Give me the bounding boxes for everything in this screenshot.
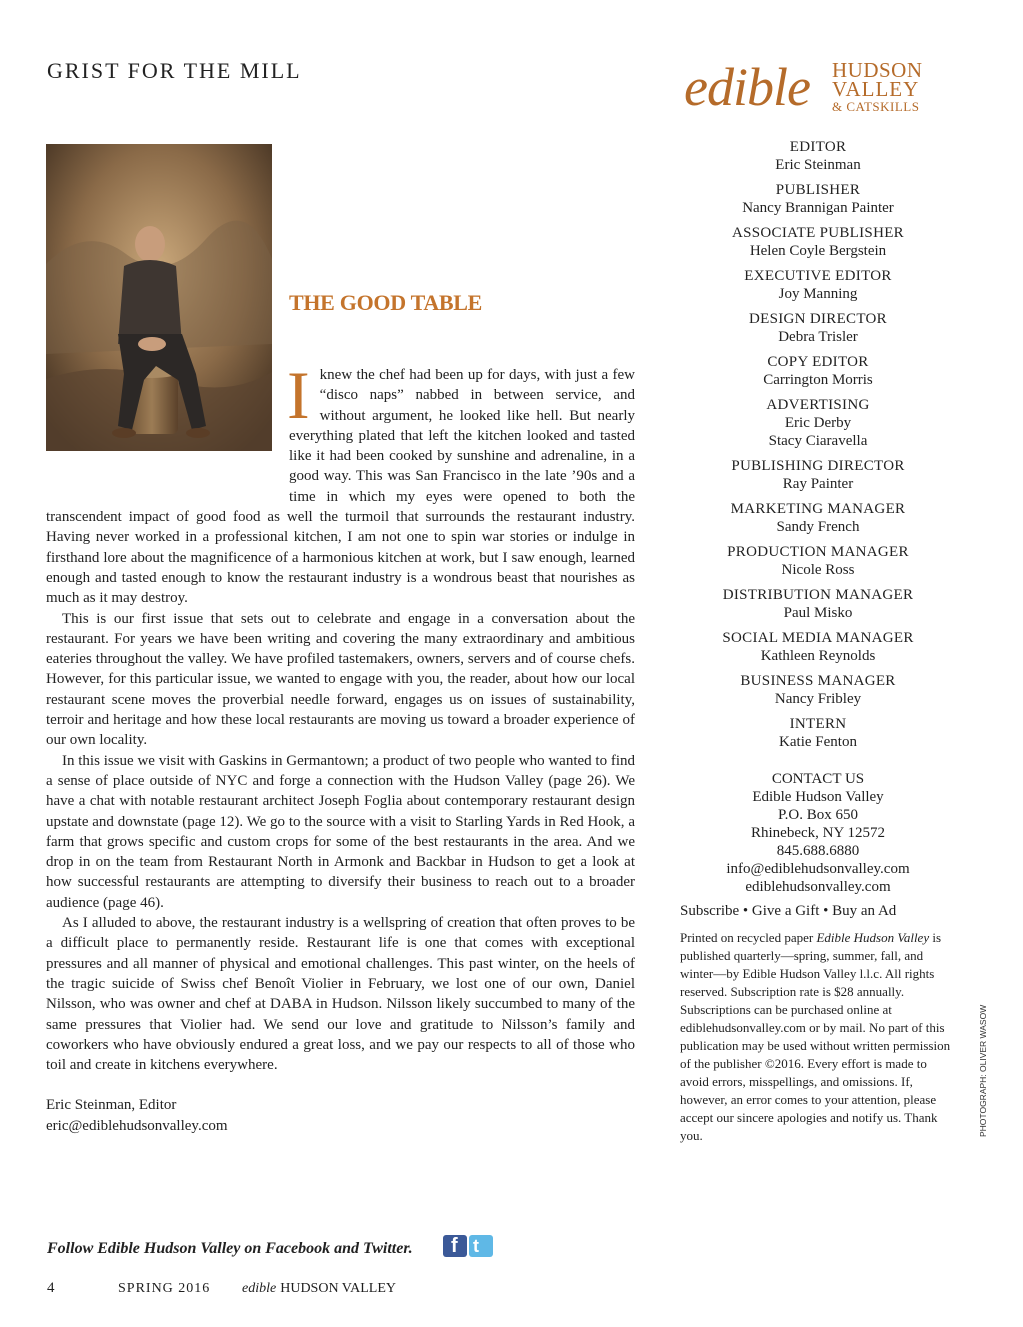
masthead-name: Paul Misko (783, 605, 853, 621)
logo-line-valley: VALLEY (832, 77, 920, 101)
masthead-name: Helen Coyle Bergstein (749, 243, 887, 259)
social-follow-text: Follow Edible Hudson Valley on Facebook and Twitter. (47, 1240, 413, 1257)
paragraph-1: knew the chef had been up for days, with just a few “disco naps” nabbed in between service, and without argument, he looked like hell. But nearly everything plated that left the kitchen looked and tasted like it had been cooked by sunshine and adrenaline, in a good way. This was San Francisco in the late ’90s and a time in which my eyes were opened to both the transcendent impact of good food as well the turmoil that surrounds the restaurant industry. Having never worked in a professional kitchen, I am not one to spin war stories or indulge in firsthand lore about the magnificence of a harmonious kitchen at work, but I saw enough, learned enough and tasted enough to know the restaurant industry is a wondrous beast that nourishes as much as it may destroy. (46, 367, 635, 607)
masthead-name: Debra Trisler (778, 329, 858, 345)
facebook-icon[interactable] (443, 1235, 467, 1257)
masthead-entry (700, 224, 936, 260)
masthead-role: COPY EDITOR (767, 354, 869, 370)
contact-email[interactable]: info@ediblehudsonvalley.com (726, 861, 910, 877)
masthead-name: Sandy French (776, 519, 860, 535)
signature: Eric Steinman, Editor (46, 1097, 177, 1114)
masthead-role: EXECUTIVE EDITOR (744, 268, 892, 284)
contact-line: P.O. Box 650 (777, 807, 859, 823)
edible-hudson-valley-logo (684, 56, 934, 118)
masthead-name: Carrington Morris (763, 372, 873, 388)
paragraph-3: In this issue we visit with Gaskins in Germantown; a product of two people who wanted to find a sense of place outside of NYC and forge a connection with the Hudson Valley (page 26). We have a chat with notable restaurant architect Joseph Foglia about contemporary restaurant design upstate and downstate (page 12). We go to the source with a visit to Starling Yards in Red Hook, a farm that grows specific and custom crops for some of the best restaurants in the area. And we drop in on the team from Restaurant North in Armonk and Backbar in Hudson to get a look at how successful restaurants are attempting to diversify their business to reach out to a broader audience (page 46). (46, 752, 635, 911)
logo-line-catskills: & CATSKILLS (832, 99, 920, 114)
masthead-entry (700, 500, 936, 536)
magazine-name (242, 1281, 396, 1297)
logo-edible: edible (684, 57, 810, 117)
page-number: 4 (47, 1280, 55, 1296)
masthead-name: Ray Painter (782, 476, 854, 492)
masthead-role: PRODUCTION MANAGER (727, 544, 909, 560)
contact-website[interactable]: ediblehudsonvalley.com (745, 879, 891, 895)
masthead-role: ADVERTISING (766, 397, 870, 413)
subscribe-links[interactable]: Subscribe • Give a Gift • Buy an Ad (680, 903, 897, 919)
masthead-entry (700, 586, 936, 622)
masthead-entry (700, 543, 936, 579)
masthead-entry (700, 310, 936, 346)
paragraph-4: As I alluded to above, the restaurant industry is a wellspring of creation that often proves to be a difficult place to permanently reside. Restaurant life is one that comes with exceptional pressures and all manner of physical and emotional challenges. This past winter, on the heels of the tragic suicide of Swiss chef Benoît Violier in February, we lost one of our own, Daniel Nilsson, who was owner and chef at DABA in Hudson. Nilsson likely succumbed to many of the same pressures that Violier had. We send our love and gratitude to Nilsson’s family and coworkers who have obviously endured a great loss, and we pay our respects to all of those who toil and create in kitchens everywhere. (46, 915, 635, 1074)
notice-publication: Edible Hudson Valley (816, 930, 930, 945)
contact-phone[interactable]: 845.688.6880 (776, 843, 860, 859)
section-title: GRIST FOR THE MILL (47, 58, 302, 83)
drop-cap: I (287, 357, 310, 433)
masthead-role: PUBLISHER (775, 182, 861, 198)
publication-notice (680, 929, 955, 1145)
magazine-edible: edible (242, 1281, 277, 1296)
editor-email[interactable]: eric@ediblehudsonvalley.com (46, 1117, 228, 1134)
masthead-entry (700, 672, 936, 708)
masthead-entry (700, 267, 936, 303)
masthead-role: INTERN (789, 716, 847, 732)
editors-letter (46, 357, 635, 1136)
article-heading: THE GOOD TABLE (289, 290, 483, 315)
contact-title: CONTACT US (771, 771, 865, 787)
masthead-name: Katie Fenton (779, 734, 857, 750)
twitter-icon[interactable] (469, 1235, 493, 1257)
notice-prefix: Printed on recycled paper (680, 930, 817, 945)
photo-wrap-spacer (46, 365, 289, 497)
masthead-name: Nancy Fribley (774, 691, 862, 707)
masthead-entry (700, 353, 936, 389)
masthead-entry (700, 457, 936, 493)
masthead-role: DISTRIBUTION MANAGER (722, 587, 914, 603)
masthead-name: Stacy Ciaravella (768, 433, 868, 449)
masthead-entry (700, 715, 936, 751)
masthead-entry (700, 138, 936, 174)
masthead-name: Kathleen Reynolds (760, 648, 876, 664)
masthead-name: Nancy Brannigan Painter (742, 200, 894, 216)
masthead-entry (700, 181, 936, 217)
masthead-role: PUBLISHING DIRECTOR (731, 458, 905, 474)
notice-body: is published quarterly—spring, summer, fall, and winter—by Edible Hudson Valley l.l.c. All rights reserved. Subscription rate is $28 annually. Subscriptions can be purchased online at ediblehudsonvalley.com or by mail. No part of this publication may be used without written permission of the publisher ©2016. Every effort is made to avoid errors, misspellings, and omissions. If, however, an error comes to your attention, please accept our sincere apologies and notify us. Thank you. (680, 930, 951, 1143)
issue-label: SPRING 2016 (118, 1281, 211, 1296)
masthead-name: Nicole Ross (781, 562, 855, 578)
magazine-title: HUDSON VALLEY (280, 1281, 396, 1296)
twitter-icon-glyph: t (473, 1236, 479, 1256)
masthead-name: Eric Steinman (775, 157, 861, 173)
contact-line: Rhinebeck, NY 12572 (750, 825, 885, 841)
facebook-icon-glyph: f (451, 1235, 458, 1257)
photo-credit-text: PHOTOGRAPH: OLIVER WASOW (978, 1004, 988, 1137)
contact-us (700, 770, 936, 896)
contact-line: Edible Hudson Valley (752, 789, 884, 805)
masthead-name: Eric Derby (784, 415, 852, 431)
masthead-entry (700, 629, 936, 665)
photo-credit (975, 1000, 991, 1140)
masthead-name: Joy Manning (778, 286, 858, 302)
masthead-role: ASSOCIATE PUBLISHER (732, 225, 904, 241)
logo-line-hudson: HUDSON (832, 58, 923, 82)
masthead-role: SOCIAL MEDIA MANAGER (722, 630, 914, 646)
masthead-role: EDITOR (789, 139, 847, 155)
masthead-entry (700, 396, 936, 450)
paragraph-2: This is our first issue that sets out to celebrate and engage in a conversation about the restaurant. For years we have been writing and covering the many extraordinary and ambitious eateries throughout the valley. We have profiled tastemakers, owners, servers and of course chefs. However, for this particular issue, we wanted to engage with you, the reader, about how our local restaurant scene moves the proverbial needle forward, engages us on issues of sustainability, terroir and heritage and how these local restaurants are moving us toward a broader experience of our own locality. (46, 610, 635, 749)
masthead-role: MARKETING MANAGER (730, 501, 906, 517)
masthead-role: BUSINESS MANAGER (740, 673, 896, 689)
masthead-role: DESIGN DIRECTOR (749, 311, 887, 327)
masthead (700, 138, 936, 758)
